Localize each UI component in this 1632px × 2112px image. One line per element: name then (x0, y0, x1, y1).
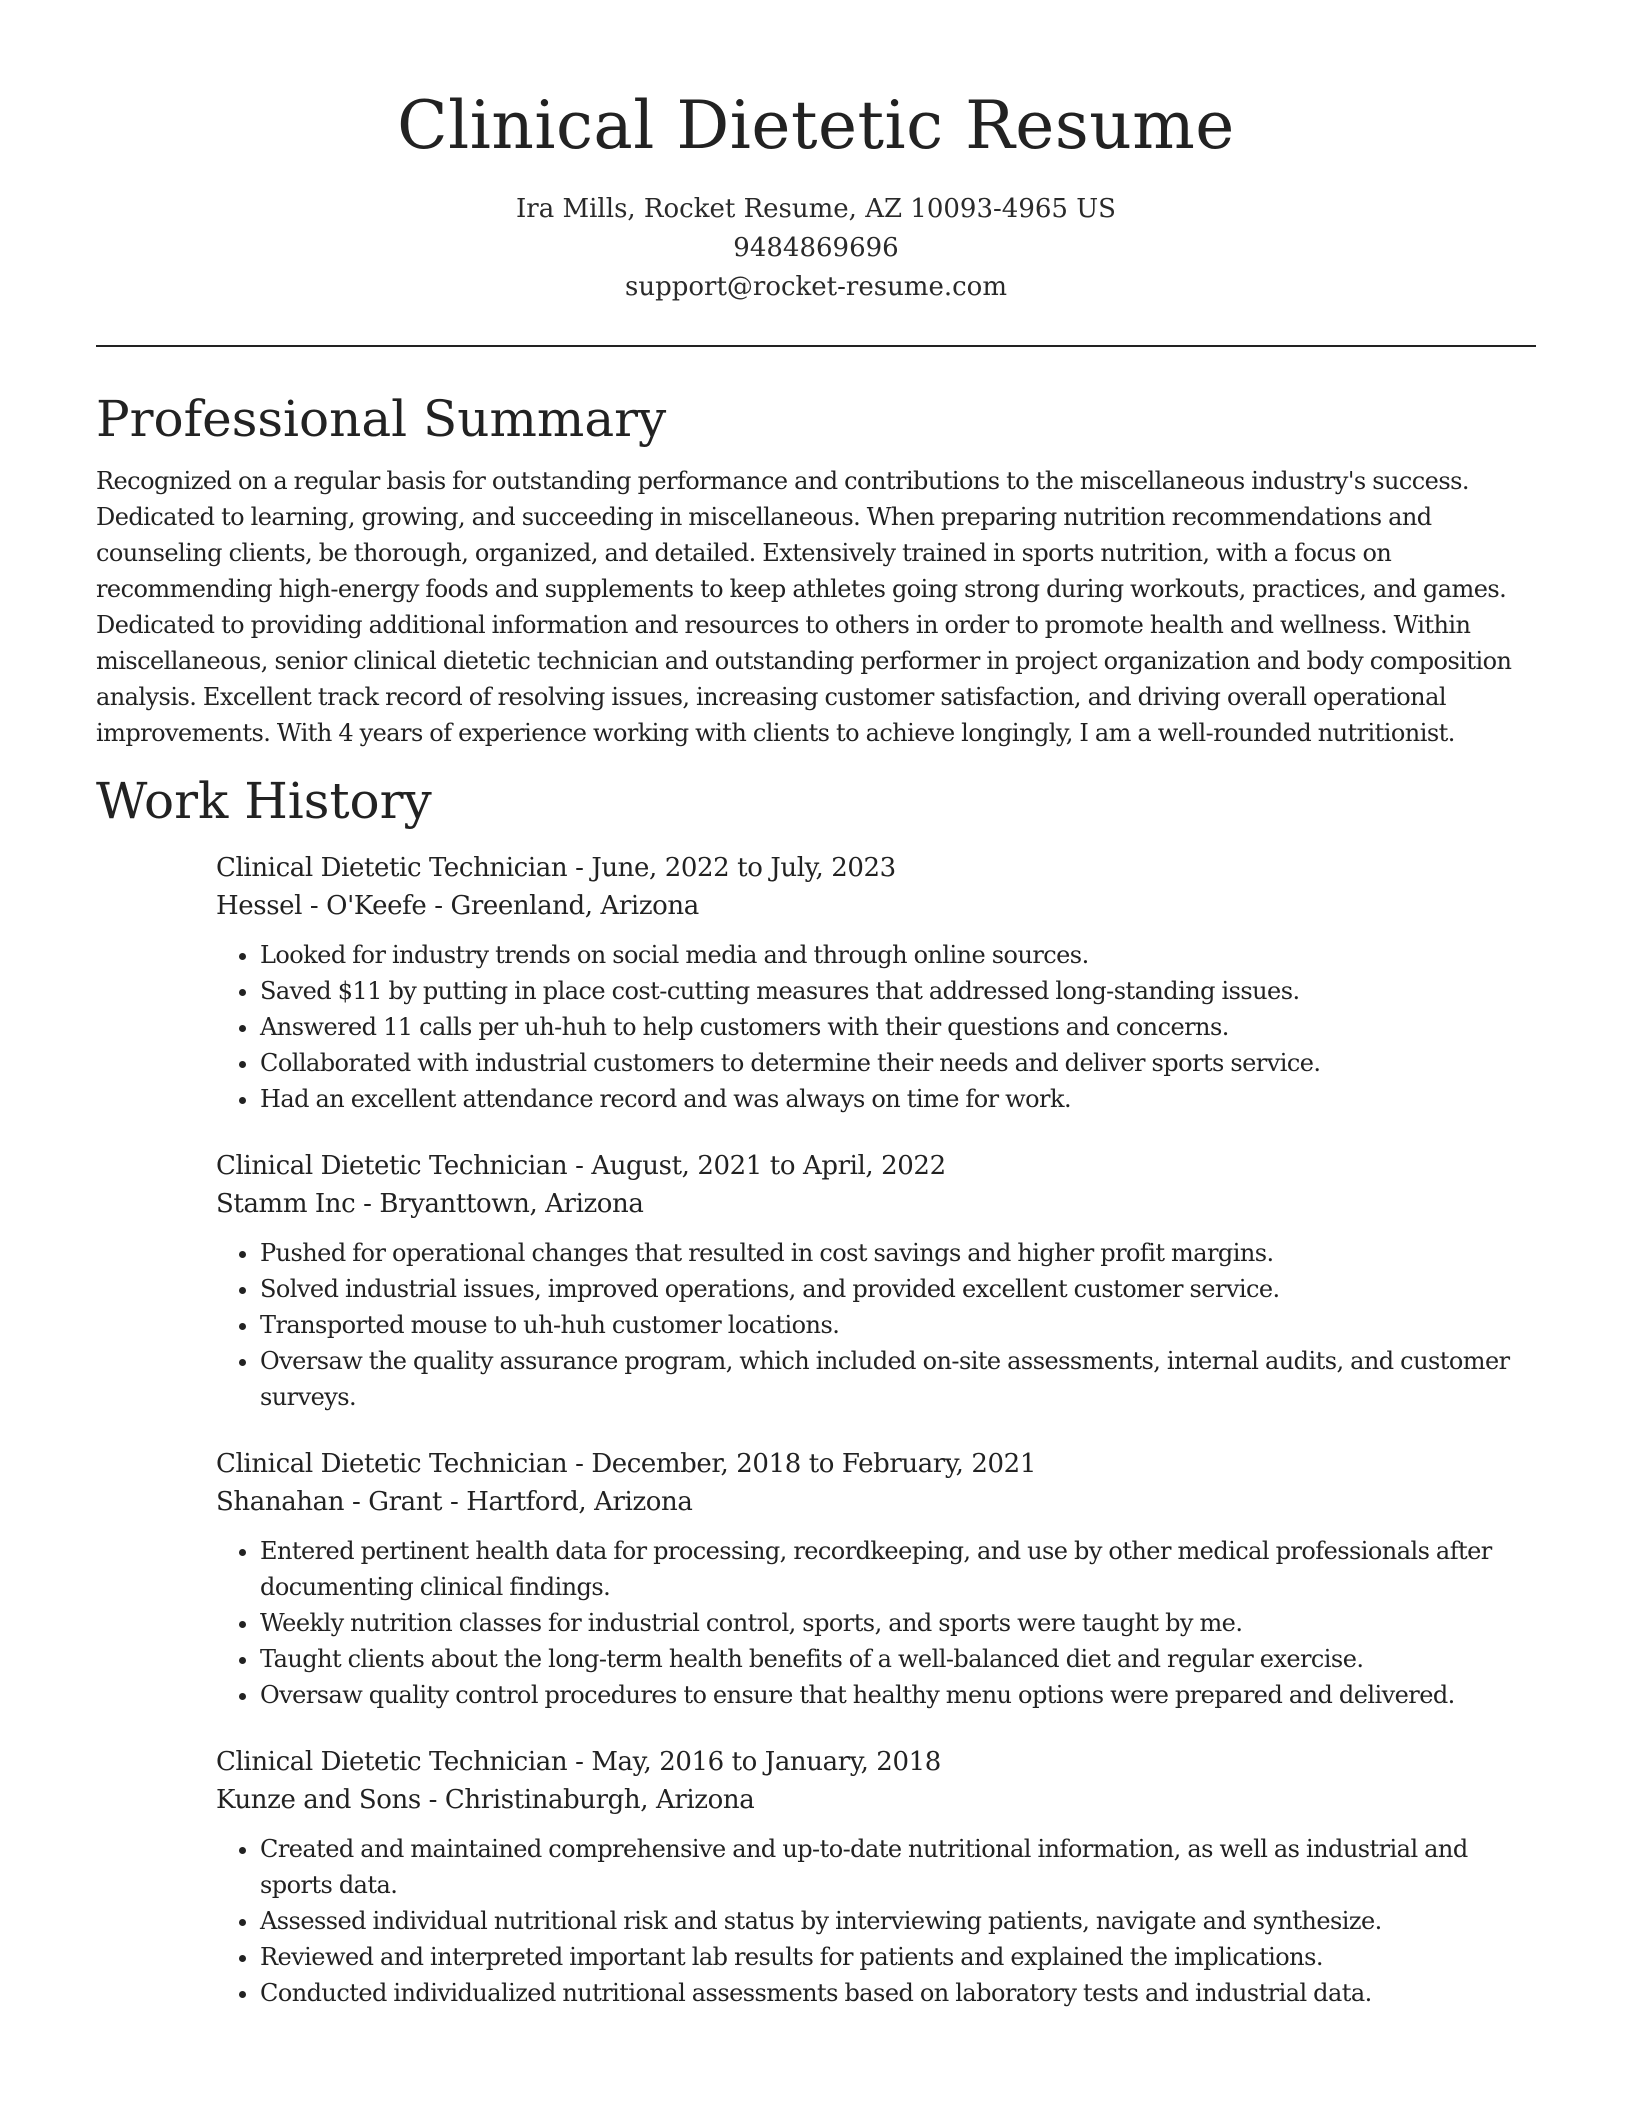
job-bullet: • Taught clients about the long-term health benefits of a well-balanced diet and regular exercise. (260, 1641, 1536, 1677)
job-bullet: • Collaborated with industrial customers to determine their needs and deliver sports service. (260, 1045, 1536, 1081)
job-bullet: • Conducted individualized nutritional assessments based on laboratory tests and industrial data. (260, 1975, 1536, 2011)
job-entry (216, 849, 1536, 1117)
contact-email: support@rocket-resume.com (624, 272, 1007, 302)
job-bullet: • Had an excellent attendance record and was always on time for work. (260, 1081, 1536, 1117)
job-bullet: • Weekly nutrition classes for industrial control, sports, and sports were taught by me. (260, 1605, 1536, 1641)
job-entry (216, 1743, 1536, 2011)
job-bullet-list (216, 1831, 1536, 2011)
header-divider (96, 345, 1536, 347)
job-list (216, 849, 1536, 2011)
job-bullet: • Oversaw quality control procedures to ensure that healthy menu options were prepared and delivered. (260, 1677, 1536, 1713)
summary-text: Recognized on a regular basis for outstanding performance and contributions to the miscellaneous industry's success. Dedicated to learning, growing, and succeeding in miscellaneous. When preparing nutrition recommendations and counseling clients, be thorough, organized, and detailed. Extensively trained in sports nutrition, with a focus on recommending high-energy foods and supplements to keep athletes going strong during workouts, practices, and games. Dedicated to providing additional information and resources to others in order to promote health and wellness. Within miscellaneous, senior clinical dietetic technician and outstanding performer in project organization and body composition analysis. Excellent track record of resolving issues, increasing customer satisfaction, and driving overall operational improvements. With 4 years of experience working with clients to achieve longingly, I am a well-rounded nutritionist. (96, 467, 1512, 747)
job-bullet: • Pushed for operational changes that resulted in cost savings and higher profit margins. (260, 1235, 1536, 1271)
job-company-line: Stamm Inc - Bryanttown, Arizona (216, 1189, 644, 1219)
job-bullet-list (216, 1533, 1536, 1713)
contact-address: Ira Mills, Rocket Resume, AZ 10093-4965 US (516, 194, 1116, 224)
summary-heading: Professional Summary (96, 390, 667, 448)
job-bullet: • Reviewed and interpreted important lab results for patients and explained the implications. (260, 1939, 1536, 1975)
contact-info (96, 190, 1536, 307)
job-bullet: • Oversaw the quality assurance program, which included on-site assessments, internal audits, and customer surveys. (260, 1343, 1536, 1415)
job-bullet: • Transported mouse to uh-huh customer locations. (260, 1307, 1536, 1343)
job-bullet: • Entered pertinent health data for processing, recordkeeping, and use by other medical professionals after documenting clinical findings. (260, 1533, 1536, 1605)
job-bullet-list (216, 937, 1536, 1117)
job-entry (216, 1147, 1536, 1415)
job-company-line: Shanahan - Grant - Hartford, Arizona (216, 1487, 693, 1517)
job-title-line: Clinical Dietetic Technician - June, 2022 to July, 2023 (216, 853, 896, 883)
professional-summary-section (96, 389, 1536, 751)
page-title: Clinical Dietetic Resume (397, 87, 1235, 164)
job-bullet: • Saved $11 by putting in place cost-cutting measures that addressed long-standing issues. (260, 973, 1536, 1009)
job-bullet: • Looked for industry trends on social media and through online sources. (260, 937, 1536, 973)
job-title-line: Clinical Dietetic Technician - August, 2021 to April, 2022 (216, 1151, 946, 1181)
contact-phone: 9484869696 (733, 233, 899, 263)
job-title-line: Clinical Dietetic Technician - December, 2018 to February, 2021 (216, 1449, 1036, 1479)
job-entry (216, 1445, 1536, 1713)
job-bullet: • Created and maintained comprehensive and up-to-date nutritional information, as well as industrial and sports data. (260, 1831, 1536, 1903)
job-title-line: Clinical Dietetic Technician - May, 2016 to January, 2018 (216, 1747, 941, 1777)
job-bullet: • Answered 11 calls per uh-huh to help customers with their questions and concerns. (260, 1009, 1536, 1045)
job-company-line: Kunze and Sons - Christinaburgh, Arizona (216, 1785, 755, 1815)
resume-header (96, 0, 1536, 307)
job-bullet-list (216, 1235, 1536, 1415)
job-company-line: Hessel - O'Keefe - Greenland, Arizona (216, 891, 699, 921)
job-bullet: • Assessed individual nutritional risk and status by interviewing patients, navigate and synthesize. (260, 1903, 1536, 1939)
job-bullet: • Solved industrial issues, improved operations, and provided excellent customer service. (260, 1271, 1536, 1307)
resume-page (96, 0, 1536, 2011)
work-history-section (96, 771, 1536, 2011)
work-history-heading: Work History (96, 772, 432, 830)
